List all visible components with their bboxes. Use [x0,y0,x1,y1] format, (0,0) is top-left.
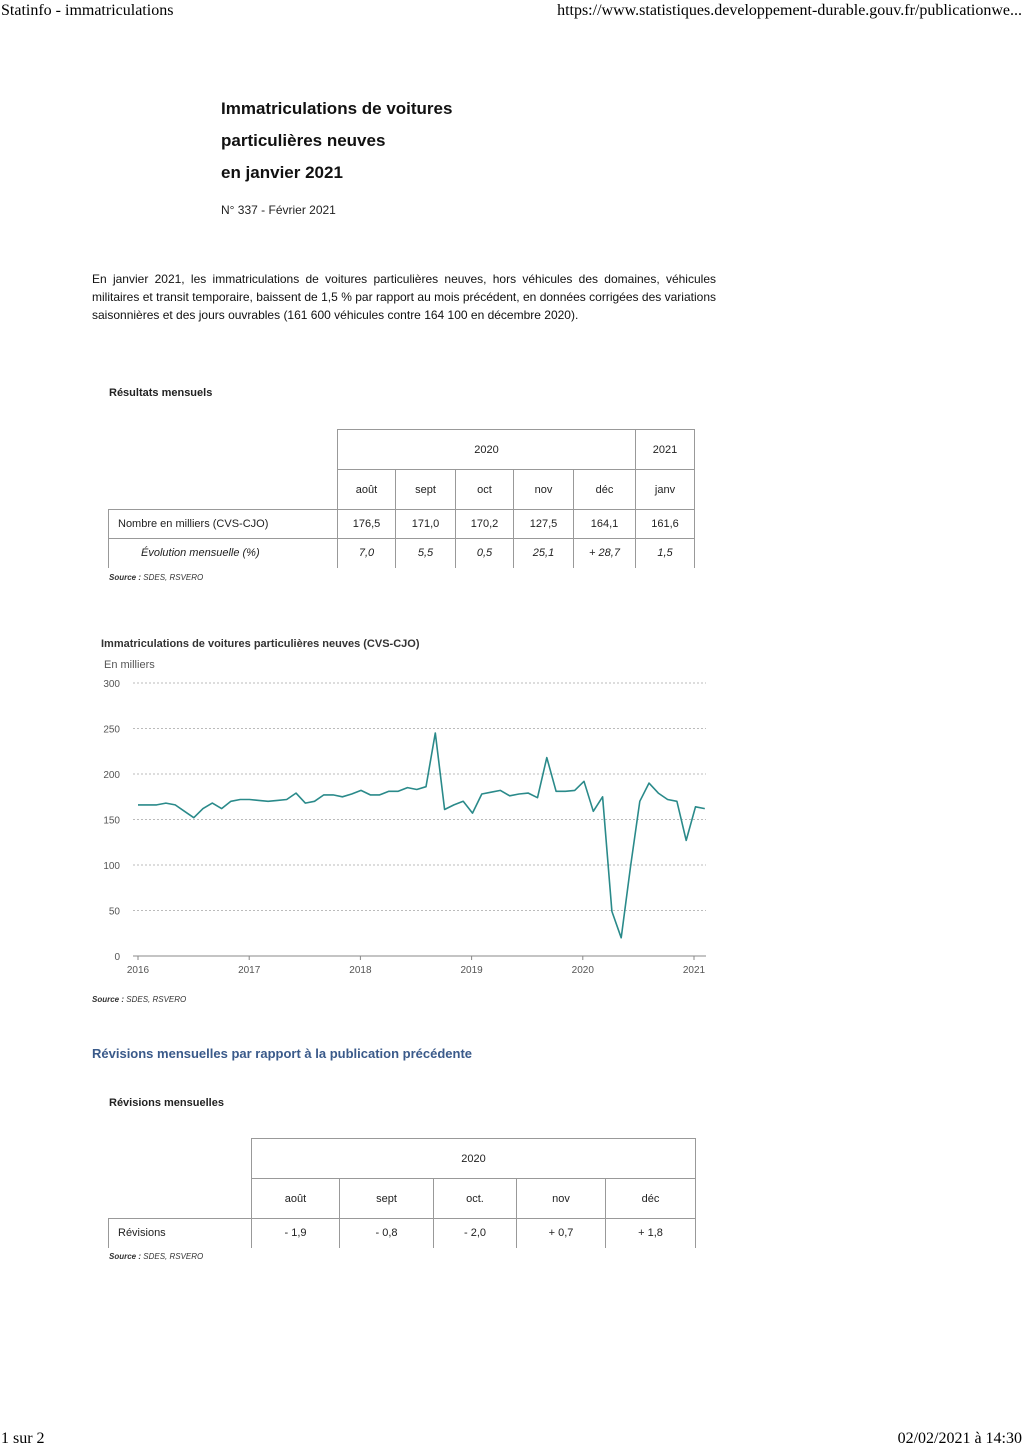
table-cell: 161,6 [636,510,695,539]
y-tick-label: 200 [103,770,120,781]
y-tick-label: 50 [108,906,120,918]
table-cell: + 0,7 [517,1219,606,1248]
month-header: sept [396,470,456,510]
print-footer [0,1430,1024,1450]
title-line-1: Immatriculations de voitures [221,99,453,118]
table-cell: 5,5 [396,539,456,568]
month-header: déc [606,1179,696,1219]
table-cell: + 1,8 [606,1219,696,1248]
revisions-table [108,1138,696,1248]
table-cell: 7,0 [338,539,396,568]
x-tick-label: 2017 [238,965,261,976]
print-timestamp: 02/02/2021 à 14:30 [897,1430,1022,1447]
monthly-table-caption: Résultats mensuels [109,387,213,399]
table-cell: 25,1 [514,539,574,568]
month-header: août [338,470,396,510]
table-cell: 176,5 [338,510,396,539]
page-url: https://www.statistiques.developpement-durable.gouv.fr/publicationwe... [557,2,1022,19]
source-label: Source : [109,1252,142,1261]
issue-number: N° 337 - Février 2021 [221,203,336,217]
revisions-heading: Révisions mensuelles par rapport à la publication précédente [92,1046,473,1061]
month-header: août [252,1179,340,1219]
month-header: sept [340,1179,434,1219]
page-counter: 1 sur 2 [1,1430,45,1447]
x-tick-label: 2018 [349,965,372,976]
x-tick-label: 2021 [682,965,706,976]
table-cell: 170,2 [456,510,514,539]
source-text: SDES, RSVERO [126,995,187,1004]
y-tick-label: 100 [103,861,120,872]
year-header-2020: 2020 [252,1139,696,1179]
chart-unit: En milliers [104,659,155,671]
y-tick-label: 0 [114,952,120,963]
source-text: SDES, RSVERO [143,573,204,582]
month-header: déc [574,470,636,510]
source-label: Source : [109,573,142,582]
table-cell: 127,5 [514,510,574,539]
y-tick-label: 250 [103,724,120,736]
month-header: nov [514,470,574,510]
x-tick-label: 2019 [460,965,483,976]
table-row [109,1219,696,1248]
month-header: oct. [434,1179,517,1219]
table-cell: - 2,0 [434,1219,517,1248]
month-header: oct [456,470,514,510]
y-tick-label: 150 [103,815,120,827]
month-header: janv [636,470,695,510]
y-tick-label: 300 [103,679,120,690]
title-line-2: particulières neuves [221,131,386,150]
revisions-table-source [109,1252,203,1261]
table-cell: 1,5 [636,539,695,568]
year-header-2020: 2020 [338,430,636,470]
table-cell: + 28,7 [574,539,636,568]
intro-paragraph: En janvier 2021, les immatriculations de voitures particulières neuves, hors véhicules des domaines, véhicules militaires et transit temporaire, baissent de 1,5 % par rapport au mois précédent, en données corrigées des variations saisonnières et des jours ouvrables (161 600 véhicules contre 164 100 en décembre 2020). [92,272,716,322]
series-line [138,733,705,938]
source-text: SDES, RSVERO [143,1252,204,1261]
month-header: nov [517,1179,606,1219]
row-label: Nombre en milliers (CVS-CJO) [109,510,338,539]
table-cell: - 0,8 [340,1219,434,1248]
table-cell: 171,0 [396,510,456,539]
row-label: Évolution mensuelle (%) [109,539,338,568]
source-label: Source : [92,995,125,1004]
table-cell: 164,1 [574,510,636,539]
title-line-3: en janvier 2021 [221,163,343,182]
table-cell: - 1,9 [252,1219,340,1248]
x-tick-label: 2020 [571,965,594,976]
chart-source [92,995,186,1004]
revisions-table-caption: Révisions mensuelles [109,1097,224,1109]
year-header-2021: 2021 [636,430,695,470]
table-cell: 0,5 [456,539,514,568]
x-tick-label: 2016 [126,965,150,976]
row-label: Révisions [109,1219,252,1248]
page-title: Statinfo - immatriculations [1,2,174,19]
chart-title: Immatriculations de voitures particulières neuves (CVS-CJO) [101,638,420,650]
